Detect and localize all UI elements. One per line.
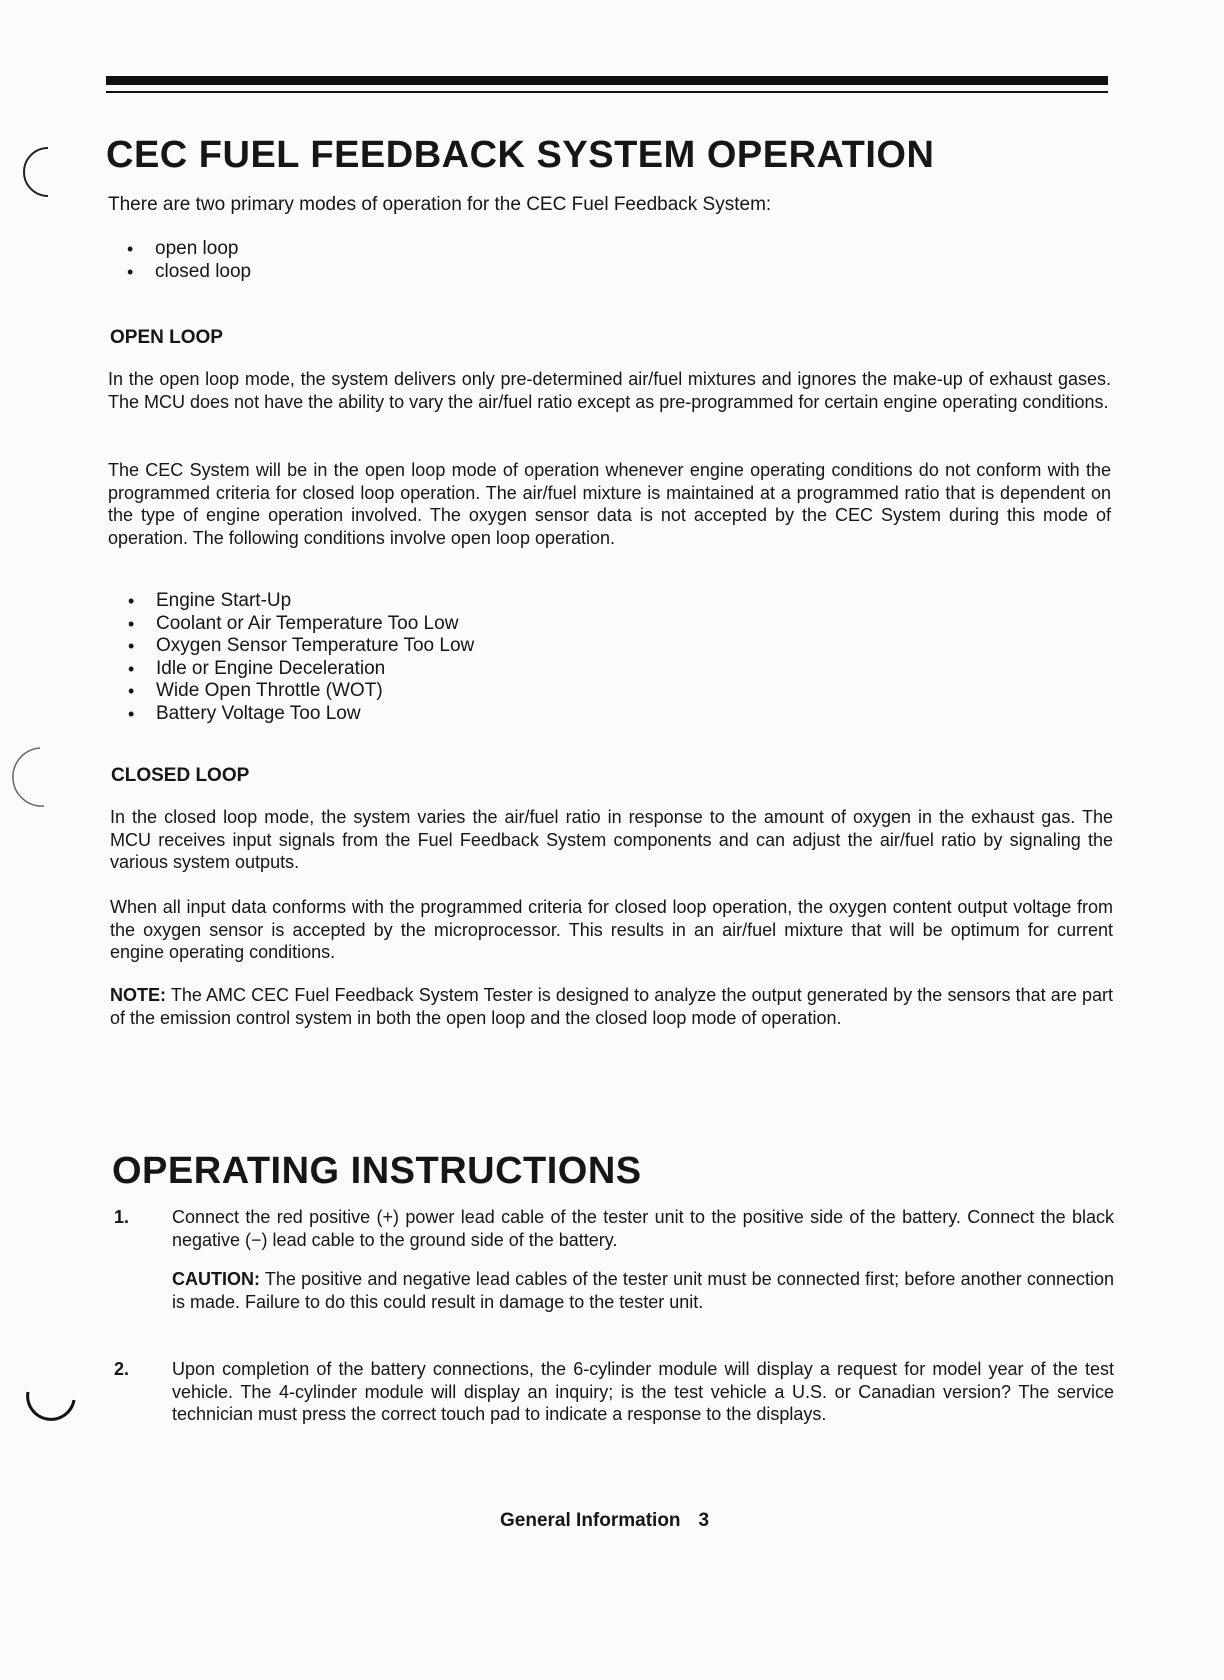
modes-list bbox=[127, 238, 251, 283]
open-loop-paragraph-1: In the open loop mode, the system delivers only pre-determined air/fuel mixtures and ignores the make-up of exhaust gases. The MCU does not have the ability to vary the air/fuel ratio except as pre-programmed for certain engine operating conditions. bbox=[108, 369, 1111, 412]
section-title-operating-instructions: OPERATING INSTRUCTIONS bbox=[112, 1150, 642, 1192]
open-loop-heading: OPEN LOOP bbox=[110, 327, 223, 348]
page-footer bbox=[500, 1510, 709, 1532]
list-item: • Wide Open Throttle (WOT) bbox=[128, 680, 474, 703]
list-item: • Engine Start-Up bbox=[128, 590, 474, 613]
list-item: • open loop bbox=[127, 238, 251, 261]
step-1 bbox=[114, 1206, 1114, 1266]
open-loop-paragraph-2: The CEC System will be in the open loop mode of operation whenever engine operating conditions do not conform with the programmed criteria for closed loop operation. The air/fuel mixture is maintained at a programmed ratio that is dependent on the type of engine operation involved. The oxygen sensor data is not accepted by the CEC System during this mode of operation. The following conditions involve open loop operation. bbox=[108, 460, 1111, 548]
step-number: 1. bbox=[114, 1207, 130, 1227]
caution-paragraph bbox=[172, 1268, 1114, 1313]
intro-text: There are two primary modes of operation for the CEC Fuel Feedback System: bbox=[108, 194, 772, 215]
list-item: • Battery Voltage Too Low bbox=[128, 703, 474, 726]
closed-loop-heading: CLOSED LOOP bbox=[111, 765, 250, 786]
closed-loop-paragraph-1: In the closed loop mode, the system varies the air/fuel ratio in response to the amount of oxygen in the exhaust gas. The MCU receives input signals from the Fuel Feedback System components and can adjust the air/fuel ratio by signaling the various system outputs. bbox=[110, 807, 1113, 872]
footer-section-name: General Information bbox=[500, 1510, 681, 1531]
closed-loop-paragraph-2: When all input data conforms with the programmed criteria for closed loop operation, the oxygen content output voltage from the oxygen sensor is accepted by the microprocessor. This results in an air/fuel mixture that will be optimum for current engine operating conditions. bbox=[110, 897, 1113, 962]
list-item: • Coolant or Air Temperature Too Low bbox=[128, 613, 474, 636]
list-item: • closed loop bbox=[127, 261, 251, 284]
caution-label: CAUTION: bbox=[172, 1269, 260, 1289]
open-loop-conditions-list bbox=[128, 590, 474, 725]
page-number: 3 bbox=[698, 1510, 710, 1531]
caution-text: The positive and negative lead cables of the tester unit must be connected first; before another connection is made. Failure to do this could result in damage to the tester unit. bbox=[172, 1269, 1114, 1312]
step-text: Connect the red positive (+) power lead cable of the tester unit to the positive side of the battery. Connect the black negative (−) lead cable to the ground side of the battery. bbox=[172, 1207, 1114, 1250]
section-title-fuel-feedback: CEC FUEL FEEDBACK SYSTEM OPERATION bbox=[106, 134, 935, 176]
note-text: The AMC CEC Fuel Feedback System Tester is designed to analyze the output generated by the sensors that are part of the emission control system in both the open loop and the closed loop mode of operation. bbox=[110, 985, 1113, 1028]
list-item: • Oxygen Sensor Temperature Too Low bbox=[128, 635, 474, 658]
note-paragraph bbox=[110, 984, 1113, 1029]
step-number: 2. bbox=[114, 1359, 130, 1379]
note-label: NOTE: bbox=[110, 985, 166, 1005]
step-text: Upon completion of the battery connections, the 6-cylinder module will display a request for model year of the test vehicle. The 4-cylinder module will display an inquiry; is the test vehicle a U.S. or Canadian version? The service technician must press the correct touch pad to indicate a response to the displays. bbox=[172, 1359, 1114, 1424]
list-item: • Idle or Engine Deceleration bbox=[128, 658, 474, 681]
step-2 bbox=[114, 1358, 1114, 1450]
